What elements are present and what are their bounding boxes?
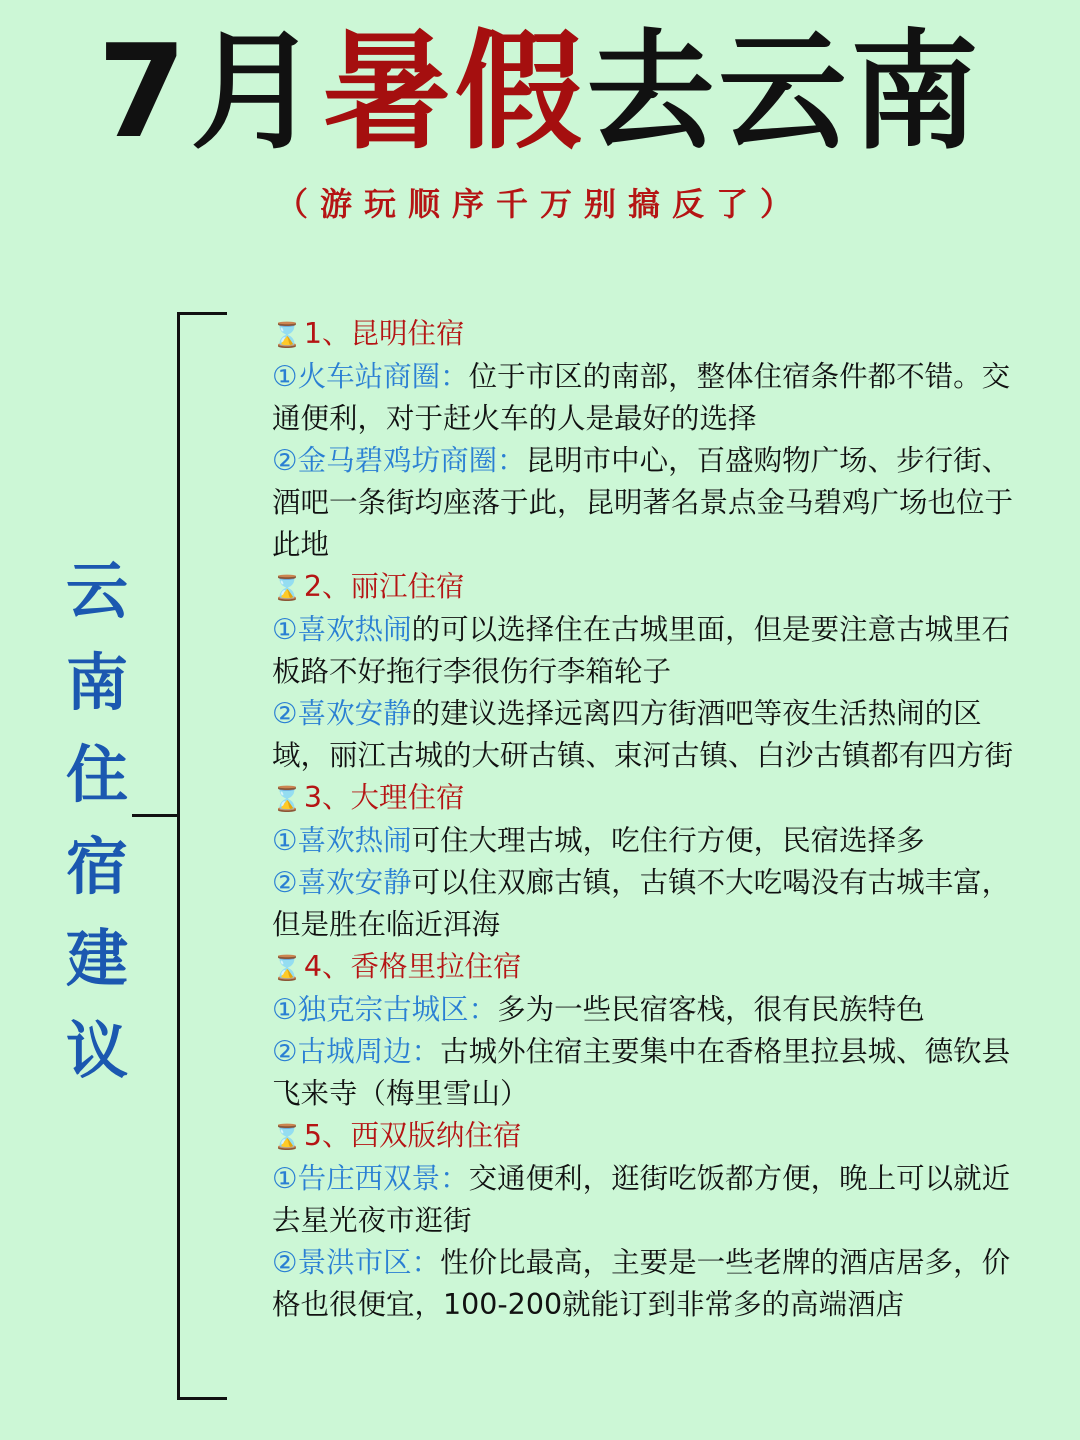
bracket-top-tick [177,312,227,315]
section-heading [272,1115,1014,1158]
item-text: 古城外住宿主要集中在香格里拉县城、德钦县飞来寺（梅里雪山） [272,1035,1011,1110]
item-mark: ② [272,1035,298,1068]
list-item [272,1031,1014,1115]
hourglass-icon: ⌛ [272,785,302,813]
list-item [272,440,1014,566]
item-label: 独克宗古城区： [297,993,498,1026]
section-heading-text: 3、大理住宿 [303,781,465,814]
item-label: 景洪市区： [297,1246,441,1279]
list-item [272,609,1014,693]
item-text: 的建议选择远离四方街酒吧等夜生活热闹的区域，丽江古城的大研古镇、束河古镇、白沙古镇都有四方街 [272,697,1014,772]
item-text: 的可以选择住在古城里面，但是要注意古城里石板路不好拖行李很伤行李箱轮子 [272,613,1011,688]
item-mark: ② [272,1246,298,1279]
accommodation-list [272,313,1014,1326]
hourglass-icon: ⌛ [272,321,302,349]
item-text: 性价比最高，主要是一些老牌的酒店居多，价格也很便宜，100-200就能订到非常多的高端酒店 [272,1246,1011,1321]
item-label: 喜欢安静 [297,697,412,730]
page-subtitle: （游玩顺序千万别搞反了） [275,185,804,223]
item-mark: ① [272,1162,298,1195]
side-char: 建 [65,922,128,995]
item-mark: ① [272,993,298,1026]
item-mark: ① [272,824,298,857]
title-highlight: 暑假 [322,18,587,167]
item-mark: ② [272,866,298,899]
section-heading [272,313,1014,356]
list-item [272,356,1014,440]
hourglass-icon: ⌛ [272,1123,302,1151]
page-title [0,18,1080,168]
list-item [272,989,1014,1031]
section-heading [272,777,1014,820]
item-label: 告庄西双景： [297,1162,469,1195]
item-mark: ② [272,697,298,730]
hourglass-icon: ⌛ [272,574,302,602]
bracket-middle-connector [132,814,179,817]
item-label: 金马碧鸡坊商圈： [297,444,526,477]
side-char: 住 [65,738,128,811]
item-label: 喜欢热闹 [297,824,412,857]
side-label [62,545,132,1097]
item-label: 火车站商圈： [297,360,469,393]
side-char: 宿 [65,830,128,903]
section-heading-text: 4、香格里拉住宿 [303,950,522,983]
item-label: 喜欢热闹 [297,613,412,646]
item-text: 可住大理古城，吃住行方便，民宿选择多 [411,824,925,857]
item-mark: ① [272,613,298,646]
bracket-vertical-line [177,312,180,1400]
item-text: 可以住双廊古镇，古镇不大吃喝没有古城丰富，但是胜在临近洱海 [272,866,1011,941]
item-label: 古城周边： [297,1035,441,1068]
item-text: 多为一些民宿客栈，很有民族特色 [497,993,925,1026]
item-text: 交通便利，逛街吃饭都方便，晚上可以就近去星光夜市逛街 [272,1162,1011,1237]
list-item [272,820,1014,862]
list-item [272,862,1014,946]
item-mark: ① [272,360,298,393]
section-heading-text: 2、丽江住宿 [303,570,465,603]
section-heading [272,946,1014,989]
list-item [272,1158,1014,1242]
side-char: 议 [65,1014,128,1087]
side-char: 云 [65,554,128,627]
title-destination: 去云南 [586,18,983,167]
item-mark: ② [272,444,298,477]
title-month: 7月 [97,18,323,167]
section-heading-text: 1、昆明住宿 [303,317,465,350]
section-heading-text: 5、西双版纳住宿 [303,1119,522,1152]
section-heading [272,566,1014,609]
list-item [272,1242,1014,1326]
hourglass-icon: ⌛ [272,954,302,982]
item-text: 位于市区的南部，整体住宿条件都不错。交通便利，对于赶火车的人是最好的选择 [272,360,1011,435]
side-char: 南 [65,646,128,719]
bracket-bottom-tick [177,1397,227,1400]
list-item [272,693,1014,777]
item-label: 喜欢安静 [297,866,412,899]
item-text: 昆明市中心，百盛购物广场、步行街、酒吧一条街均座落于此，昆明著名景点金马碧鸡广场也位于此地 [272,444,1014,561]
